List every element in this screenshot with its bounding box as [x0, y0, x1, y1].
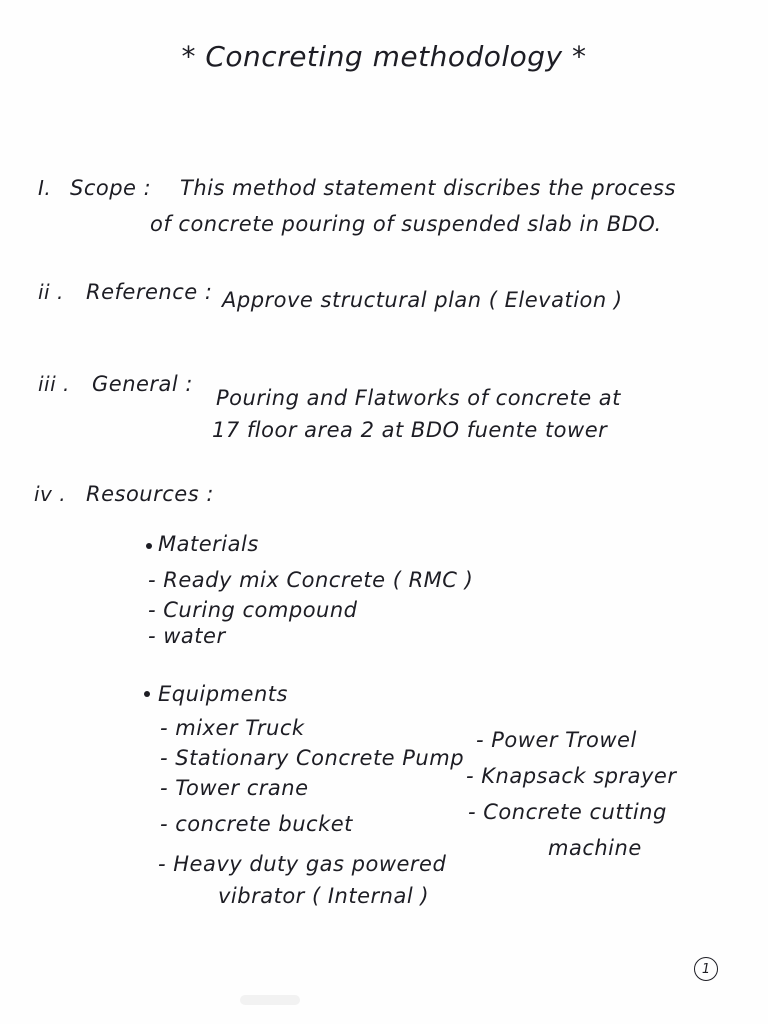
- general-label: General :: [92, 372, 194, 396]
- equipment-item: - Concrete cutting: [468, 800, 667, 824]
- equipment-item: - mixer Truck: [160, 716, 305, 740]
- materials-item: - water: [148, 624, 226, 648]
- general-line-1: Pouring and Flatworks of concrete at: [216, 386, 621, 410]
- page-title: * Concreting methodology *: [181, 40, 587, 73]
- page-number-circle: [694, 957, 718, 981]
- materials-item: - Curing compound: [148, 598, 358, 622]
- materials-bullet: [146, 543, 152, 549]
- equipments-heading: Equipments: [158, 682, 288, 706]
- equipment-item: - Tower crane: [160, 776, 309, 800]
- general-number: iii .: [38, 372, 70, 396]
- resources-number: iv .: [34, 482, 67, 506]
- equipment-item: - Stationary Concrete Pump: [160, 746, 465, 770]
- materials-heading: Materials: [158, 532, 259, 556]
- equipment-item: - Knapsack sprayer: [466, 764, 677, 788]
- scope-line-2: of concrete pouring of suspended slab in BDO.: [150, 212, 662, 236]
- scope-line-1: This method statement discribes the process: [180, 176, 676, 200]
- scope-number: I.: [38, 176, 52, 200]
- equipment-item: - Heavy duty gas powered: [158, 852, 447, 876]
- reference-text: Approve structural plan ( Elevation ): [222, 288, 623, 312]
- reference-label: Reference :: [86, 280, 213, 304]
- equipments-bullet: [144, 691, 150, 697]
- general-line-2: 17 floor area 2 at BDO fuente tower: [212, 418, 608, 442]
- equipment-item: - concrete bucket: [160, 812, 353, 836]
- scope-label: Scope :: [70, 176, 152, 200]
- equipment-item-continued: machine: [548, 836, 642, 860]
- equipment-item: - Power Trowel: [476, 728, 637, 752]
- scan-smudge: [240, 995, 300, 1005]
- equipment-item-continued: vibrator ( Internal ): [218, 884, 430, 908]
- resources-label: Resources :: [86, 482, 214, 506]
- page-number: 1: [701, 961, 711, 977]
- materials-item: - Ready mix Concrete ( RMC ): [148, 568, 474, 592]
- reference-number: ii .: [38, 280, 64, 304]
